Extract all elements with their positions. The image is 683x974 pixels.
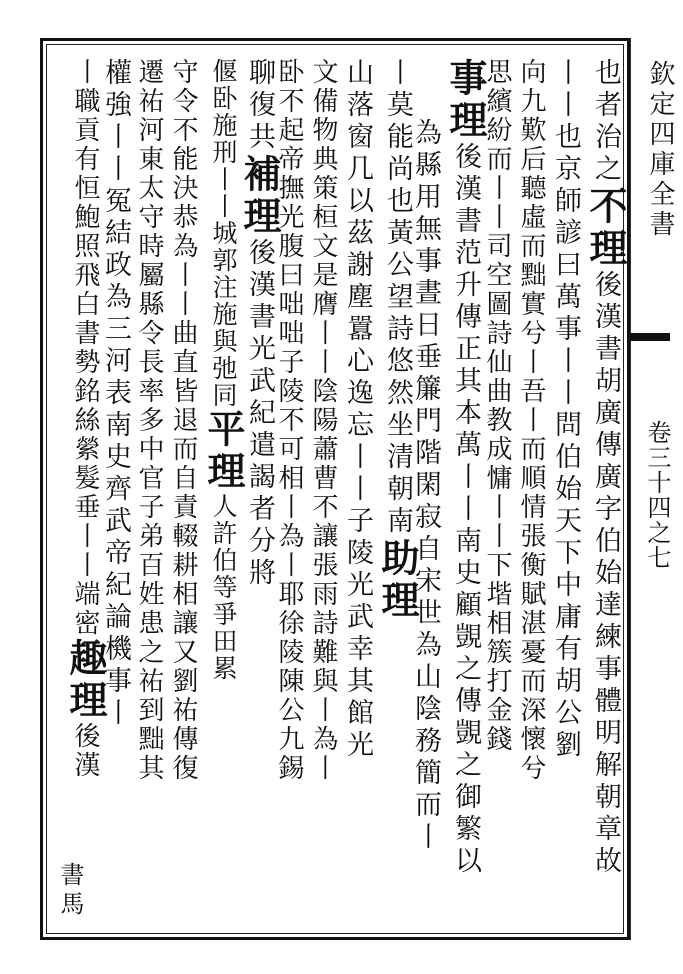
column-text: 書馬 xyxy=(56,862,84,920)
entry-heading: 趣理 xyxy=(63,638,108,722)
column-text: 也者治之 xyxy=(590,58,621,186)
column-text: 偃卧 xyxy=(209,58,238,112)
entry-heading: 平理 xyxy=(201,409,246,493)
text-column-7 xyxy=(375,58,420,622)
text-column-8 xyxy=(344,58,371,762)
column-text: 後漢書范升傳正其本萬丨丨南史顧覬之傳覬之御繁以 xyxy=(450,142,481,878)
column-text: 思繽紛而丨丨司空圖詩仙曲教成慵丨丨下堦相簇打金錢 xyxy=(482,58,512,754)
text-column-6 xyxy=(412,118,439,854)
column-text: 後漢 xyxy=(70,722,100,780)
text-column-15 xyxy=(102,58,129,730)
text-column-5 xyxy=(443,58,488,878)
column-text: 權強丨丨冤結政為三河表南史齊武帝紀論機事丨 xyxy=(100,58,131,730)
text-column-13 xyxy=(170,58,196,783)
column-text: 文備物典策桓文是膺丨丨陰陽蕭曹不讓張雨詩難與丨為丨 xyxy=(308,58,338,783)
entry-heading: 助理 xyxy=(375,538,420,622)
column-text: 施刑丨丨城郭注施與弛同 xyxy=(209,112,238,409)
text-column-17 xyxy=(58,862,82,920)
column-text: 卧不起帝撫光腹曰咄咄子陵不可相丨為丨耶徐陵陳公九錫 xyxy=(274,58,304,783)
column-text: 守令不能決恭為丨丨曲直皆退而自責輟耕相讓又劉祐傳復 xyxy=(168,58,198,783)
column-text: 後漢書胡廣傳廣字伯始達練事體明解朝章故 xyxy=(590,270,621,878)
banxin-rule xyxy=(630,38,631,940)
column-text: 京師諺曰萬事丨丨問伯始天下中庸有胡公劉 xyxy=(550,154,581,762)
banxin-title: 欽定四庫全書 xyxy=(645,60,675,240)
banxin-juan-number: 卷三十四之七 xyxy=(643,420,671,570)
text-column-9 xyxy=(310,58,336,783)
text-column-12 xyxy=(201,58,246,682)
column-text: 人許伯等爭田累 xyxy=(209,493,238,682)
text-column-2 xyxy=(552,58,579,762)
entry-heading: 事理 xyxy=(443,58,488,142)
text-column-16 xyxy=(63,58,108,780)
column-text: 遷祐河東太守時屬縣令長率多中官子弟百姓患之祐到黜其 xyxy=(134,58,164,783)
column-text: 聊復共 xyxy=(244,58,275,154)
text-column-11 xyxy=(237,58,282,590)
entry-heading: 不理 xyxy=(583,186,628,270)
fish-tail-mark xyxy=(630,333,670,341)
text-column-14 xyxy=(136,58,162,783)
column-text: 丨莫能尚也黃公望詩悠然坐清朝南 xyxy=(382,58,413,538)
column-text: 為縣用無事晝日垂簾門階閑寂自宋世為山陰務簡而丨 xyxy=(410,118,441,854)
text-column-1 xyxy=(583,58,628,878)
column-text: 子陵光武幸其館光 xyxy=(342,506,373,762)
column-text: 後漢書光武紀遣謁者分將 xyxy=(244,238,275,590)
column-text: 丨職貢有恒鮑照飛白書勢銘絲縈髮垂丨丨端密 xyxy=(70,58,100,638)
column-text: 山落窗几以茲謝塵囂心逸忘丨丨 xyxy=(342,58,373,506)
text-column-3 xyxy=(518,58,544,783)
text-column-4 xyxy=(484,58,510,754)
column-text: 丨丨也 xyxy=(550,58,581,154)
column-text: 向九歎后聽虛而黜實兮丨吾丨而順情張衡賦湛憂而深懷兮 xyxy=(516,58,546,783)
entry-heading: 補理 xyxy=(237,154,282,238)
